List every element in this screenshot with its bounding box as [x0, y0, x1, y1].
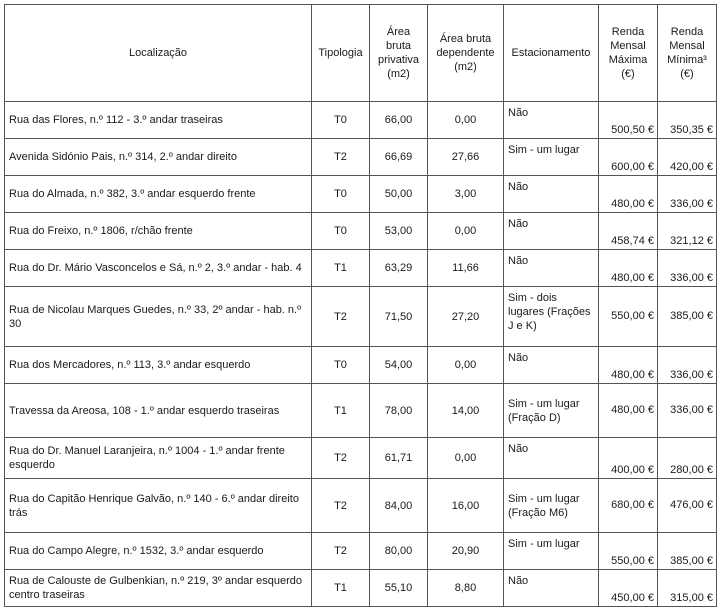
cell-renda-maxima: 500,50 € [599, 102, 658, 139]
cell-tipologia: T1 [312, 250, 370, 287]
cell-area-dependente: 8,80 [428, 570, 504, 607]
cell-area-dependente: 27,66 [428, 139, 504, 176]
cell-estacionamento: Sim - um lugar (Fração D) [504, 384, 599, 438]
header-renda-maxima: Renda Mensal Máxima (€) [599, 5, 658, 102]
cell-localizacao: Rua de Nicolau Marques Guedes, n.º 33, 2º andar - hab. n.º 30 [5, 287, 312, 347]
cell-localizacao: Rua do Campo Alegre, n.º 1532, 3.º andar esquerdo [5, 533, 312, 570]
cell-renda-maxima: 458,74 € [599, 213, 658, 250]
header-renda-minima: Renda Mensal Mínima³ (€) [658, 5, 717, 102]
table-row [5, 479, 717, 533]
table-row [5, 250, 717, 287]
cell-estacionamento: Não [504, 213, 599, 250]
cell-tipologia: T0 [312, 213, 370, 250]
cell-localizacao: Travessa da Areosa, 108 - 1.º andar esquerdo traseiras [5, 384, 312, 438]
cell-renda-maxima: 480,00 € [599, 347, 658, 384]
cell-area-privativa: 66,69 [370, 139, 428, 176]
cell-renda-minima: 280,00 € [658, 438, 717, 479]
cell-renda-maxima: 480,00 € [599, 176, 658, 213]
cell-renda-minima: 336,00 € [658, 250, 717, 287]
cell-localizacao: Rua do Freixo, n.º 1806, r/chão frente [5, 213, 312, 250]
header-estacionamento: Estacionamento [504, 5, 599, 102]
table-row [5, 384, 717, 438]
cell-area-privativa: 66,00 [370, 102, 428, 139]
cell-area-dependente: 20,90 [428, 533, 504, 570]
cell-estacionamento: Sim - um lugar (Fração M6) [504, 479, 599, 533]
cell-area-dependente: 27,20 [428, 287, 504, 347]
table-row [5, 533, 717, 570]
cell-localizacao: Rua das Flores, n.º 112 - 3.º andar traseiras [5, 102, 312, 139]
cell-localizacao: Rua dos Mercadores, n.º 113, 3.º andar esquerdo [5, 347, 312, 384]
cell-area-dependente: 0,00 [428, 347, 504, 384]
table-row [5, 139, 717, 176]
cell-renda-maxima: 680,00 € [599, 479, 658, 533]
cell-area-privativa: 50,00 [370, 176, 428, 213]
cell-renda-minima: 385,00 € [658, 287, 717, 347]
cell-renda-maxima: 600,00 € [599, 139, 658, 176]
cell-localizacao: Avenida Sidónio Pais, n.º 314, 2.º andar direito [5, 139, 312, 176]
cell-estacionamento: Não [504, 347, 599, 384]
cell-area-privativa: 80,00 [370, 533, 428, 570]
cell-tipologia: T2 [312, 533, 370, 570]
cell-tipologia: T2 [312, 287, 370, 347]
cell-localizacao: Rua do Dr. Manuel Laranjeira, n.º 1004 - 1.º andar frente esquerdo [5, 438, 312, 479]
cell-tipologia: T1 [312, 570, 370, 607]
cell-area-dependente: 0,00 [428, 102, 504, 139]
cell-renda-maxima: 480,00 € [599, 250, 658, 287]
cell-renda-maxima: 400,00 € [599, 438, 658, 479]
cell-tipologia: T2 [312, 139, 370, 176]
cell-estacionamento: Não [504, 570, 599, 607]
cell-area-dependente: 0,00 [428, 438, 504, 479]
cell-renda-minima: 350,35 € [658, 102, 717, 139]
table-row [5, 213, 717, 250]
cell-renda-maxima: 550,00 € [599, 287, 658, 347]
header-area-dependente: Área bruta dependente (m2) [428, 5, 504, 102]
table-row [5, 287, 717, 347]
cell-tipologia: T0 [312, 102, 370, 139]
cell-estacionamento: Sim - um lugar [504, 533, 599, 570]
cell-renda-minima: 321,12 € [658, 213, 717, 250]
cell-area-privativa: 78,00 [370, 384, 428, 438]
cell-renda-minima: 385,00 € [658, 533, 717, 570]
table-row [5, 102, 717, 139]
cell-renda-minima: 420,00 € [658, 139, 717, 176]
cell-renda-minima: 336,00 € [658, 384, 717, 438]
cell-area-dependente: 16,00 [428, 479, 504, 533]
cell-area-privativa: 53,00 [370, 213, 428, 250]
cell-area-privativa: 84,00 [370, 479, 428, 533]
housing-table [4, 4, 717, 607]
cell-tipologia: T0 [312, 347, 370, 384]
table-row [5, 347, 717, 384]
cell-area-privativa: 54,00 [370, 347, 428, 384]
cell-estacionamento: Não [504, 250, 599, 287]
header-area-privativa: Área bruta privativa (m2) [370, 5, 428, 102]
cell-tipologia: T1 [312, 384, 370, 438]
cell-localizacao: Rua de Calouste de Gulbenkian, n.º 219, 3º andar esquerdo centro traseiras [5, 570, 312, 607]
cell-area-privativa: 71,50 [370, 287, 428, 347]
cell-area-privativa: 55,10 [370, 570, 428, 607]
cell-estacionamento: Sim - um lugar [504, 139, 599, 176]
cell-tipologia: T0 [312, 176, 370, 213]
cell-tipologia: T2 [312, 479, 370, 533]
cell-area-dependente: 11,66 [428, 250, 504, 287]
cell-renda-minima: 336,00 € [658, 347, 717, 384]
cell-localizacao: Rua do Capitão Henrique Galvão, n.º 140 - 6.º andar direito trás [5, 479, 312, 533]
cell-area-dependente: 14,00 [428, 384, 504, 438]
cell-estacionamento: Não [504, 176, 599, 213]
table-row [5, 570, 717, 607]
header-tipologia: Tipologia [312, 5, 370, 102]
cell-renda-minima: 315,00 € [658, 570, 717, 607]
cell-estacionamento: Sim - dois lugares (Frações J e K) [504, 287, 599, 347]
cell-localizacao: Rua do Dr. Mário Vasconcelos e Sá, n.º 2, 3.º andar - hab. 4 [5, 250, 312, 287]
cell-renda-minima: 336,00 € [658, 176, 717, 213]
cell-renda-maxima: 550,00 € [599, 533, 658, 570]
cell-area-privativa: 61,71 [370, 438, 428, 479]
cell-area-dependente: 3,00 [428, 176, 504, 213]
cell-renda-maxima: 480,00 € [599, 384, 658, 438]
cell-renda-minima: 476,00 € [658, 479, 717, 533]
header-row [5, 5, 717, 102]
cell-renda-maxima: 450,00 € [599, 570, 658, 607]
cell-tipologia: T2 [312, 438, 370, 479]
header-localizacao: Localização [5, 5, 312, 102]
cell-area-privativa: 63,29 [370, 250, 428, 287]
table-row [5, 438, 717, 479]
cell-localizacao: Rua do Almada, n.º 382, 3.º andar esquerdo frente [5, 176, 312, 213]
cell-area-dependente: 0,00 [428, 213, 504, 250]
cell-estacionamento: Não [504, 438, 599, 479]
cell-estacionamento: Não [504, 102, 599, 139]
table-row [5, 176, 717, 213]
